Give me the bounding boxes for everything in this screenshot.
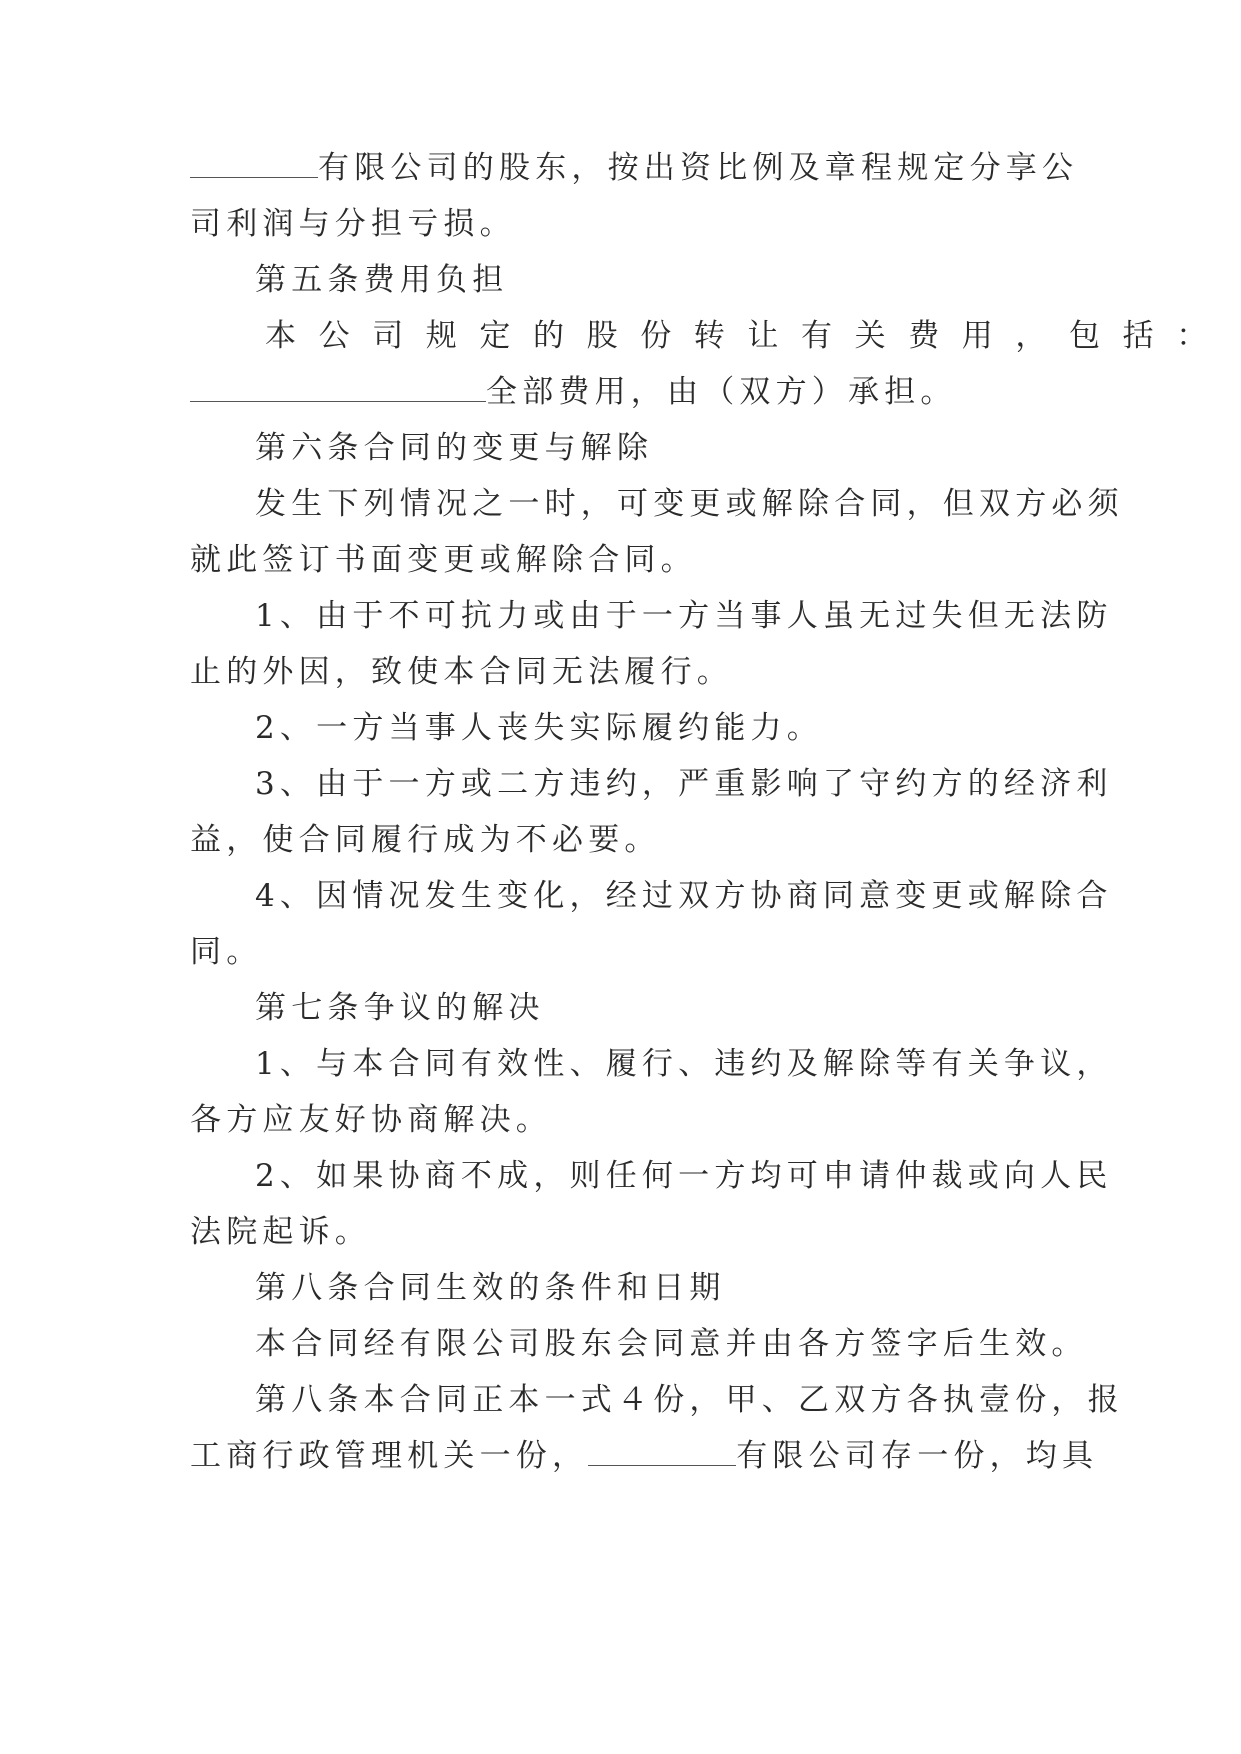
text-line: 就此签订书面变更或解除合同。 <box>190 542 697 578</box>
list-item-text: 1、由于不可抗力或由于一方当事人虽无过失但无法防 <box>255 598 1113 634</box>
section-heading: 第六条合同的变更与解除 <box>255 430 654 466</box>
list-item-text: 3、由于一方或二方违约，严重影响了守约方的经济利 <box>255 766 1113 802</box>
text-line: 第八条本合同正本一式４份，甲、乙双方各执壹份，报 <box>255 1382 1124 1418</box>
text-line <box>190 372 957 412</box>
fill-in-blank <box>190 149 318 178</box>
list-item-text: 2、如果协商不成，则任何一方均可申请仲裁或向人民 <box>255 1158 1113 1194</box>
line-text: 全部费用，由（双方）承担。 <box>486 374 957 410</box>
text-line: 法院起诉。 <box>190 1214 371 1250</box>
fill-in-blank <box>588 1437 736 1466</box>
list-item-text: 2、一方当事人丧失实际履约能力。 <box>255 710 823 746</box>
text-line: 司利润与分担亏损。 <box>190 206 516 242</box>
section-heading: 第五条费用负担 <box>255 262 509 298</box>
list-item-text: 1、与本合同有效性、履行、违约及解除等有关争议， <box>255 1046 1113 1082</box>
text-line: 各方应友好协商解决。 <box>190 1102 552 1138</box>
line-text: 有限公司的股东，按出资比例及章程规定分享公 <box>318 150 1079 186</box>
list-item-text: 4、因情况发生变化，经过双方协商同意变更或解除合 <box>255 878 1113 914</box>
text-line: 本公司规定的股份转让有关费用，包括： <box>265 318 1230 354</box>
text-line: 本合同经有限公司股东会同意并由各方签字后生效。 <box>255 1326 1088 1362</box>
line-text: 工商行政管理机关一份， <box>190 1438 589 1474</box>
line-text: 有限公司存一份，均具 <box>736 1438 1099 1474</box>
text-line <box>190 148 1078 188</box>
section-heading: 第八条合同生效的条件和日期 <box>255 1270 726 1306</box>
text-line: 益，使合同履行成为不必要。 <box>190 822 661 858</box>
text-line: 止的外因，致使本合同无法履行。 <box>190 654 733 690</box>
text-line: 同。 <box>190 934 263 970</box>
text-line <box>190 1436 1098 1476</box>
section-heading: 第七条争议的解决 <box>255 990 545 1026</box>
text-line: 发生下列情况之一时，可变更或解除合同，但双方必须 <box>255 486 1124 522</box>
fill-in-blank <box>190 373 486 402</box>
